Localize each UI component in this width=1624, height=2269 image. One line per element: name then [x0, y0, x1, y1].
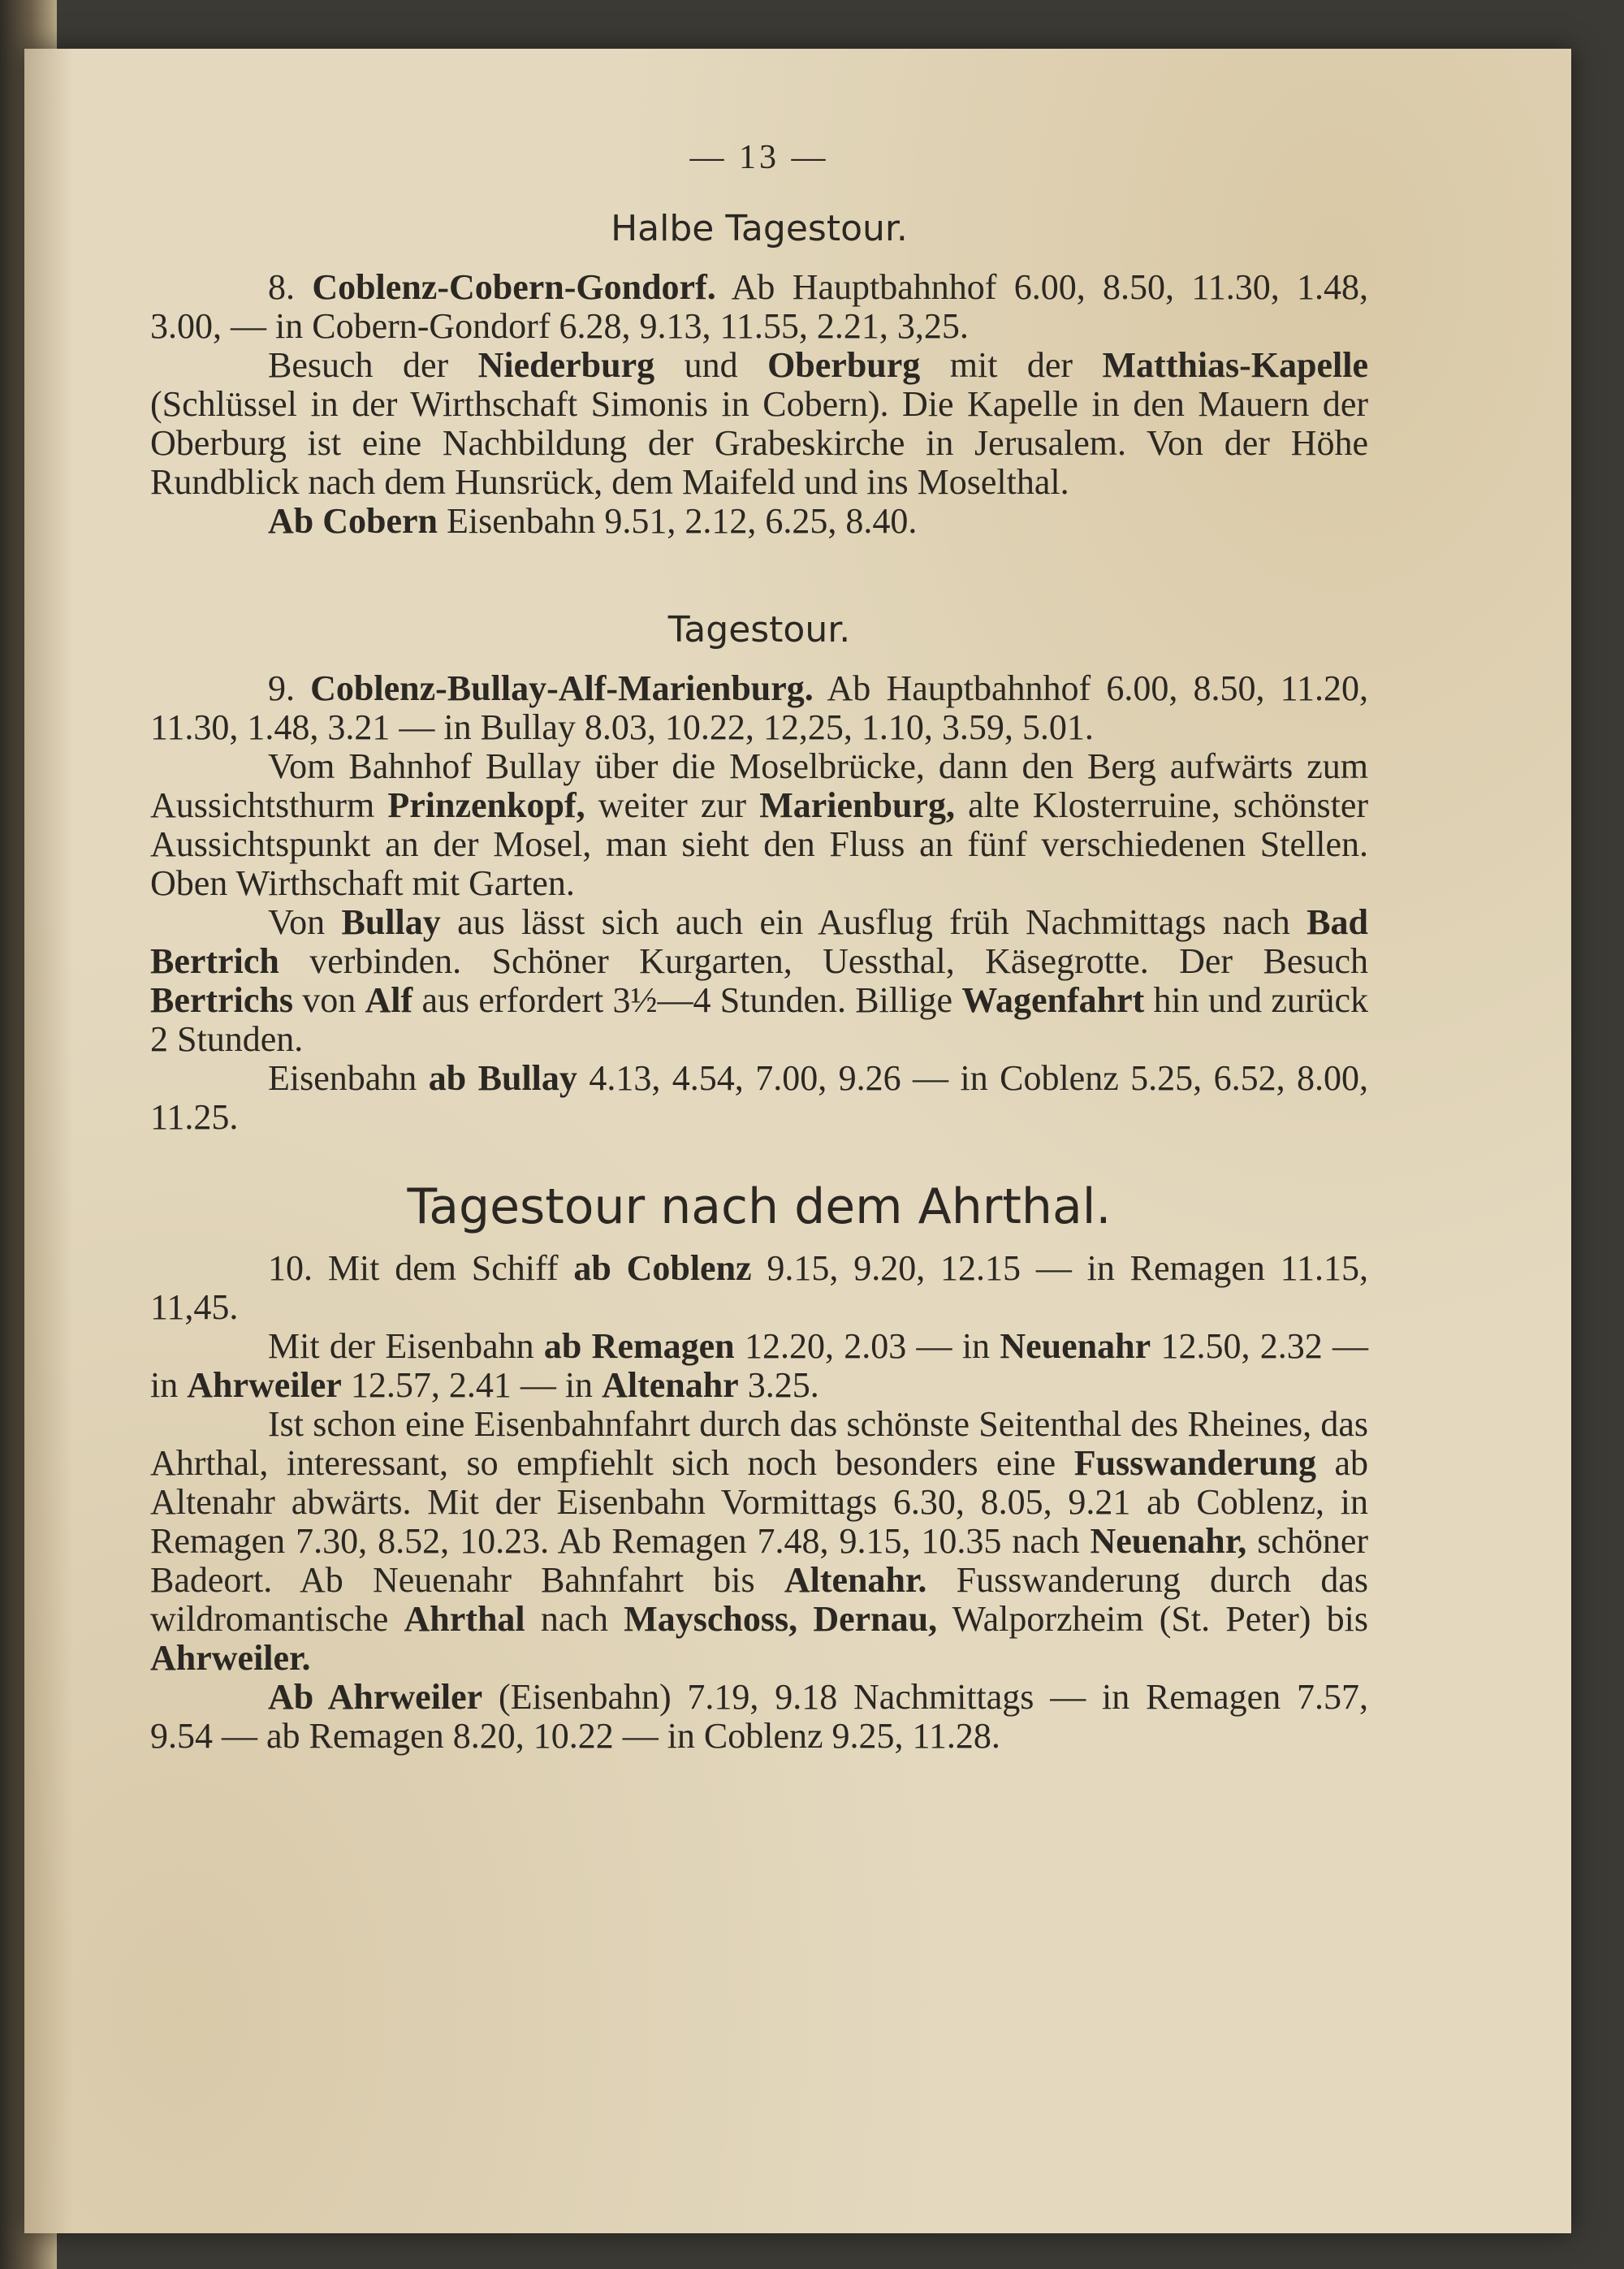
section-heading: Tagestour.: [667, 609, 851, 650]
route-number: 8.: [268, 267, 295, 307]
route-number: 10.: [268, 1248, 313, 1288]
text-run: 12.50, 2.32 — in: [150, 1326, 1369, 1405]
text-run: 12.57, 2.41 — in: [350, 1365, 594, 1405]
route-entry: [150, 268, 1368, 346]
text-run: schöner Badeort. Ab Neuenahr Bahnfahrt bis: [150, 1521, 1369, 1600]
text-run: 12.20, 2.03 — in: [744, 1326, 991, 1366]
route-number: 9.: [268, 668, 295, 708]
bold-term: Marienburg,: [759, 785, 955, 825]
text-run: aus erfordert 3½—4 Stunden. Billige: [421, 980, 953, 1020]
bold-term: Bullay: [341, 902, 441, 942]
bold-term: Ab Cobern: [268, 501, 438, 541]
route-times: Ab Hauptbahnhof 6.00, 8.50, 11.30, 1.48, 3.00, — in Cobern-Gondorf 6.28, 9.13, 11.55, 2.21, 3,25.: [150, 267, 1369, 346]
text-run: (Schlüssel in der Wirthschaft Simonis in Cobern). Die Kapelle in den Mauern der Oberburg ist eine Nachbildung der Grabeskirche in Jerusalem. Von der Höhe Rundblick nach dem Hunsrück, dem Maifeld und ins Moselthal.: [150, 384, 1368, 502]
paragraph: [150, 1678, 1368, 1756]
page-text: [150, 138, 1368, 1756]
text-run: 9.15, 9.20, 12.15 — in Remagen 11.15, 11,45.: [150, 1248, 1369, 1327]
book-page: [24, 49, 1571, 2233]
bold-term: Bertrichs: [150, 980, 293, 1020]
paragraph: [150, 747, 1368, 903]
bold-term: Ab Ahrweiler: [268, 1677, 483, 1717]
bold-term: Matthias-Kapelle: [1102, 345, 1369, 385]
bold-term: Ahrthal: [404, 1599, 525, 1639]
paragraph: [150, 1059, 1368, 1137]
text-run: hin und zurück 2 Stunden.: [150, 980, 1369, 1059]
paragraph: [150, 1327, 1368, 1405]
text-run: von: [302, 980, 356, 1020]
bold-term: ab Remagen: [543, 1326, 735, 1366]
text-run: Mit dem Schiff: [327, 1248, 559, 1288]
bold-term: ab Bullay: [428, 1058, 577, 1098]
paragraph: [150, 903, 1368, 1059]
bold-term: Mayschoss, Dernau,: [624, 1599, 938, 1639]
route-entry: [150, 1249, 1368, 1327]
bold-term: Neuenahr,: [1090, 1521, 1247, 1561]
bold-term: Fusswanderung: [1073, 1443, 1316, 1483]
text-run: Eisenbahn: [268, 1058, 417, 1098]
text-run: nach: [540, 1599, 608, 1639]
route-title: Coblenz-Bullay-Alf-Marienburg.: [310, 668, 814, 708]
bold-term: Wagenfahrt: [961, 980, 1145, 1020]
bold-term: ab Coblenz: [573, 1248, 752, 1288]
text-run: mit der: [949, 345, 1073, 385]
text-run: (Eisenbahn) 7.19, 9.18 Nachmittags — in Remagen 7.57, 9.54 — ab Remagen 8.20, 10.22 — in Coblenz 9.25, 11.28.: [150, 1677, 1369, 1756]
bold-term: Prinzenkopf,: [387, 785, 585, 825]
bold-term: Ahrweiler: [187, 1365, 342, 1405]
text-run: Mit der Eisenbahn: [268, 1326, 534, 1366]
section-heading: Tagestour nach dem Ahrthal.: [407, 1178, 1112, 1235]
page-number: — 13 —: [689, 139, 829, 176]
paragraph: [150, 502, 1368, 541]
bold-term: Ahrweiler.: [150, 1638, 311, 1678]
paragraph: [150, 346, 1368, 502]
bold-term: Oberburg: [767, 345, 921, 385]
text-run: 3.25.: [747, 1365, 819, 1405]
bold-term: Altenahr.: [784, 1560, 927, 1600]
text-run: weiter zur: [598, 785, 747, 825]
text-run: und: [684, 345, 738, 385]
text-run: 4.13, 4.54, 7.00, 9.26 — in Coblenz 5.25, 6.52, 8.00, 11.25.: [150, 1058, 1369, 1137]
paragraph: [150, 1405, 1368, 1678]
bold-term: Altenahr: [602, 1365, 739, 1405]
bold-term: Neuenahr: [1000, 1326, 1151, 1366]
text-run: Vom Bahnhof Bullay über die Moselbrücke, dann den Berg aufwärts zum Aussichtsthurm: [150, 746, 1368, 825]
section-heading: Halbe Tagestour.: [611, 208, 908, 249]
text-run: ab Altenahr abwärts. Mit der Eisenbahn Vormittags 6.30, 8.05, 9.21 ab Coblenz, in Remagen 7.30, 8.52, 10.23. Ab Remagen 7.48, 9.15, 10.35 nach: [150, 1443, 1368, 1561]
text-run: aus lässt sich auch ein Ausflug früh Nachmittags nach: [457, 902, 1290, 942]
text-run: alte Klosterruine, schönster Aussichtspunkt an der Mosel, man sieht den Fluss an fünf verschiedenen Stellen. Oben Wirthschaft mit Garten.: [150, 785, 1369, 903]
text-run: Von: [268, 902, 326, 942]
route-title: Coblenz-Cobern-Gondorf.: [312, 267, 716, 307]
text-run: verbinden. Schöner Kurgarten, Uessthal, Käsegrotte. Der Besuch: [309, 941, 1369, 981]
bold-term: Alf: [365, 980, 413, 1020]
text-run: Ist schon eine Eisenbahnfahrt durch das schönste Seitenthal des Rheines, das Ahrthal, interessant, so empfiehlt sich noch besonders eine: [150, 1404, 1368, 1483]
text-run: Eisenbahn 9.51, 2.12, 6.25, 8.40.: [447, 501, 918, 541]
route-times: Ab Hauptbahnhof 6.00, 8.50, 11.20, 11.30, 1.48, 3.21 — in Bullay 8.03, 10.22, 12,25, 1.10, 3.59, 5.01.: [150, 668, 1368, 747]
text-run: Besuch der: [268, 345, 449, 385]
bold-term: Niederburg: [477, 345, 655, 385]
route-entry: [150, 669, 1368, 747]
bold-term: Bad Bertrich: [150, 902, 1368, 981]
text-run: Fusswanderung durch das wildromantische: [150, 1560, 1369, 1639]
text-run: Walporzheim (St. Peter) bis: [952, 1599, 1368, 1639]
